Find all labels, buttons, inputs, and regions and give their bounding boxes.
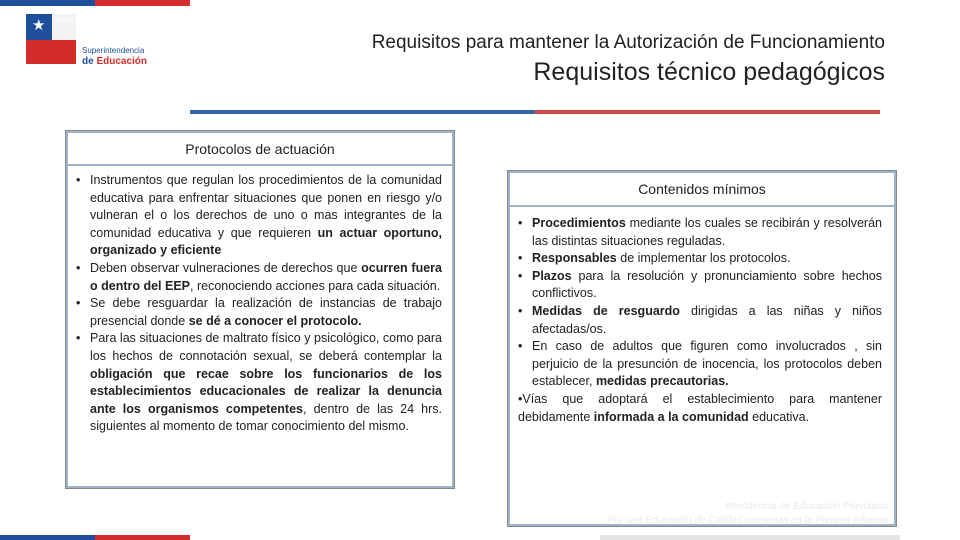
logo-line1: Superintendencia — [82, 46, 145, 55]
protocolos-heading: Protocolos de actuación — [66, 131, 454, 166]
list-item: • Deben observar vulneraciones de derechos que ocurren fuera o dentro del EEP, reconociendo acciones para cada situación. — [76, 260, 442, 295]
top-brand-stripe — [0, 0, 190, 6]
bottom-brand-stripe — [0, 535, 190, 540]
title-divider — [190, 110, 880, 114]
list-item: • Plazos para la resolución y pronunciamiento sobre hechos conflictivos. — [518, 268, 882, 303]
page-subtitle: Requisitos técnico pedagógicos — [533, 58, 885, 86]
list-item: • Responsables de implementar los protocolos. — [518, 250, 882, 268]
bottom-right-stripe — [600, 535, 900, 540]
protocolos-panel — [65, 130, 455, 489]
list-item: • Se debe resguardar la realización de instancias de trabajo presencial donde se dé a conocer el protocolo. — [76, 295, 442, 330]
page-title: Requisitos para mantener la Autorización de Funcionamiento — [371, 32, 885, 53]
list-item: • Procedimientos mediante los cuales se recibirán y resolverán las distintas situaciones reguladas. — [518, 215, 882, 250]
list-item: • Para las situaciones de maltrato físico y psicológico, como para los hechos de connotación sexual, se deberá contemplar la obligación que recae sobre los funcionarios de los establecimientos educacionales de realizar la denuncia ante los organismos competentes, dentro de las 24 hrs. siguientes al momento de tomar conocimiento del mismo. — [76, 330, 442, 436]
footer-watermark — [607, 500, 888, 528]
contenidos-body — [508, 207, 896, 526]
list-item-last: •Vías que adoptará el establecimiento para mantener debidamente informada a la comunidad educativa. — [518, 391, 882, 424]
footer-line2: Por una Educación de Calidad comienza en la Primera Infancia — [607, 515, 888, 526]
logo-gobierno-text: Gobierno de Chile — [54, 17, 111, 24]
superintendencia-logo — [26, 14, 166, 70]
protocolos-body — [66, 166, 454, 488]
list-item: • Medidas de resguardo dirigidas a las niñas y niños afectadas/os. — [518, 303, 882, 338]
contenidos-panel — [507, 170, 897, 527]
list-item: • En caso de adultos que figuren como involucrados , sin perjuicio de la presunción de inocencia, los protocolos deben establecer, medidas precautorias. — [518, 338, 882, 391]
footer-line1: Intendencia de Educación Parvularia — [725, 501, 888, 512]
logo-line2: de Educación — [82, 56, 148, 67]
contenidos-heading: Contenidos mínimos — [508, 171, 896, 207]
list-item: • Instrumentos que regulan los procedimientos de la comunidad educativa para enfrentar situaciones que ponen en riesgo y/o vulneran el o los derechos de uno o mas integrantes de la comunidad educativa y que requieren un actuar oportuno, organizado y eficiente — [76, 172, 442, 260]
chile-flag-icon: ★ — [26, 14, 76, 64]
